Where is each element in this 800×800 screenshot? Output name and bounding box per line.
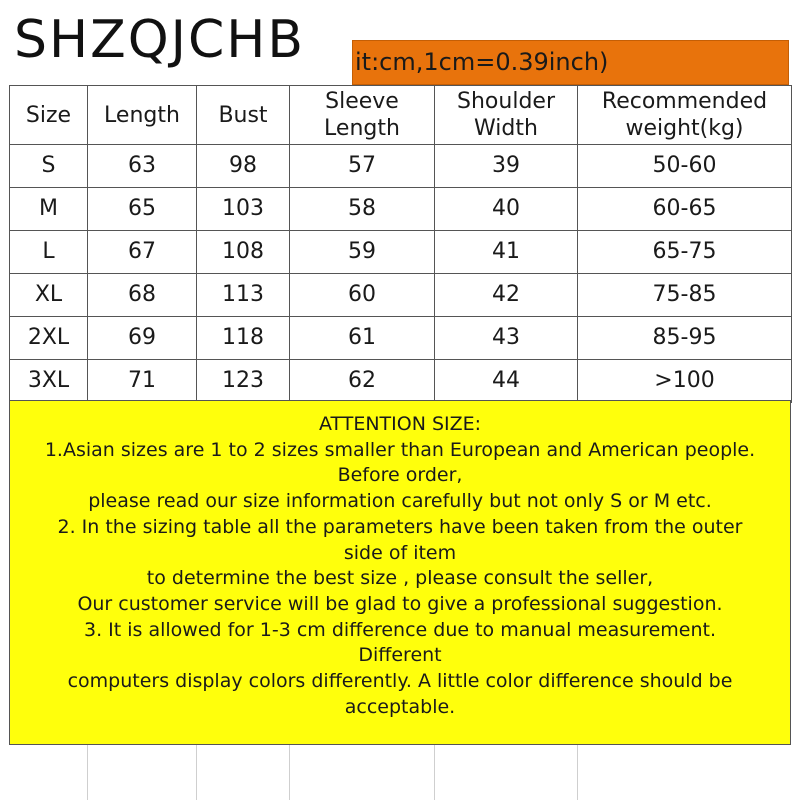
cell-length: 67 xyxy=(88,231,197,274)
attention-line: 3. It is allowed for 1-3 cm difference due to manual measurement. xyxy=(83,618,717,641)
cell-sleeve-length: 58 xyxy=(290,188,435,231)
header-size: Size xyxy=(10,86,88,145)
attention-line: Different xyxy=(358,644,442,667)
cell-length: 65 xyxy=(88,188,197,231)
cell-length: 68 xyxy=(88,274,197,317)
cell-weight: 65-75 xyxy=(578,231,792,274)
unit-header-text: it:cm,1cm=0.39inch) xyxy=(355,48,609,76)
cell-size: L xyxy=(10,231,88,274)
header-length: Length xyxy=(88,86,197,145)
cell-bust: 123 xyxy=(197,360,290,403)
cell-weight: 60-65 xyxy=(578,188,792,231)
cell-shoulder-width: 40 xyxy=(435,188,578,231)
attention-title: ATTENTION SIZE: xyxy=(318,413,482,435)
attention-line: computers display colors differently. A little color difference should be xyxy=(67,670,733,693)
faint-gridlines xyxy=(9,745,791,800)
brand-logo-area xyxy=(0,0,352,70)
header-sleeve-length: Sleeve Length xyxy=(290,86,435,145)
gridline xyxy=(434,745,435,800)
cell-size: S xyxy=(10,145,88,188)
attention-line: please read our size information carefully but not only S or M etc. xyxy=(88,490,712,513)
cell-size: XL xyxy=(10,274,88,317)
cell-shoulder-width: 42 xyxy=(435,274,578,317)
cell-shoulder-width: 41 xyxy=(435,231,578,274)
cell-shoulder-width: 43 xyxy=(435,317,578,360)
cell-length: 63 xyxy=(88,145,197,188)
table-row xyxy=(10,188,792,231)
cell-bust: 118 xyxy=(197,317,290,360)
attention-line: Before order, xyxy=(337,464,463,487)
cell-size: 2XL xyxy=(10,317,88,360)
cell-sleeve-length: 57 xyxy=(290,145,435,188)
cell-weight: 85-95 xyxy=(578,317,792,360)
cell-weight: 50-60 xyxy=(578,145,792,188)
cell-weight: 75-85 xyxy=(578,274,792,317)
cell-shoulder-width: 39 xyxy=(435,145,578,188)
brand-name: SHZQJCHB xyxy=(14,10,306,70)
attention-line: side of item xyxy=(343,541,457,564)
cell-size: M xyxy=(10,188,88,231)
gridline xyxy=(289,745,290,800)
table-row xyxy=(10,145,792,188)
table-header-row xyxy=(10,86,792,145)
header-shoulder-width: Shoulder Width xyxy=(435,86,578,145)
gridline xyxy=(196,745,197,800)
cell-shoulder-width: 44 xyxy=(435,360,578,403)
size-chart-table xyxy=(9,85,792,403)
cell-bust: 103 xyxy=(197,188,290,231)
header-bust: Bust xyxy=(197,86,290,145)
attention-line: Our customer service will be glad to give a professional suggestion. xyxy=(77,592,723,615)
gridline xyxy=(87,745,88,800)
cell-bust: 98 xyxy=(197,145,290,188)
attention-line: to determine the best size , please consult the seller, xyxy=(146,567,654,590)
cell-length: 71 xyxy=(88,360,197,403)
cell-size: 3XL xyxy=(10,360,88,403)
cell-sleeve-length: 60 xyxy=(290,274,435,317)
cell-weight: >100 xyxy=(578,360,792,403)
cell-length: 69 xyxy=(88,317,197,360)
attention-line: acceptable. xyxy=(344,695,456,718)
attention-line: 2. In the sizing table all the parameters have been taken from the outer xyxy=(57,515,743,538)
table-row xyxy=(10,231,792,274)
cell-sleeve-length: 61 xyxy=(290,317,435,360)
table-row xyxy=(10,274,792,317)
table-row xyxy=(10,317,792,360)
cell-bust: 108 xyxy=(197,231,290,274)
table-row xyxy=(10,360,792,403)
attention-notice-box xyxy=(9,400,791,745)
cell-bust: 113 xyxy=(197,274,290,317)
cell-sleeve-length: 59 xyxy=(290,231,435,274)
cell-sleeve-length: 62 xyxy=(290,360,435,403)
attention-line: 1.Asian sizes are 1 to 2 sizes smaller than European and American people. xyxy=(44,438,756,461)
header-recommended-weight: Recommended weight(kg) xyxy=(578,86,792,145)
gridline xyxy=(577,745,578,800)
